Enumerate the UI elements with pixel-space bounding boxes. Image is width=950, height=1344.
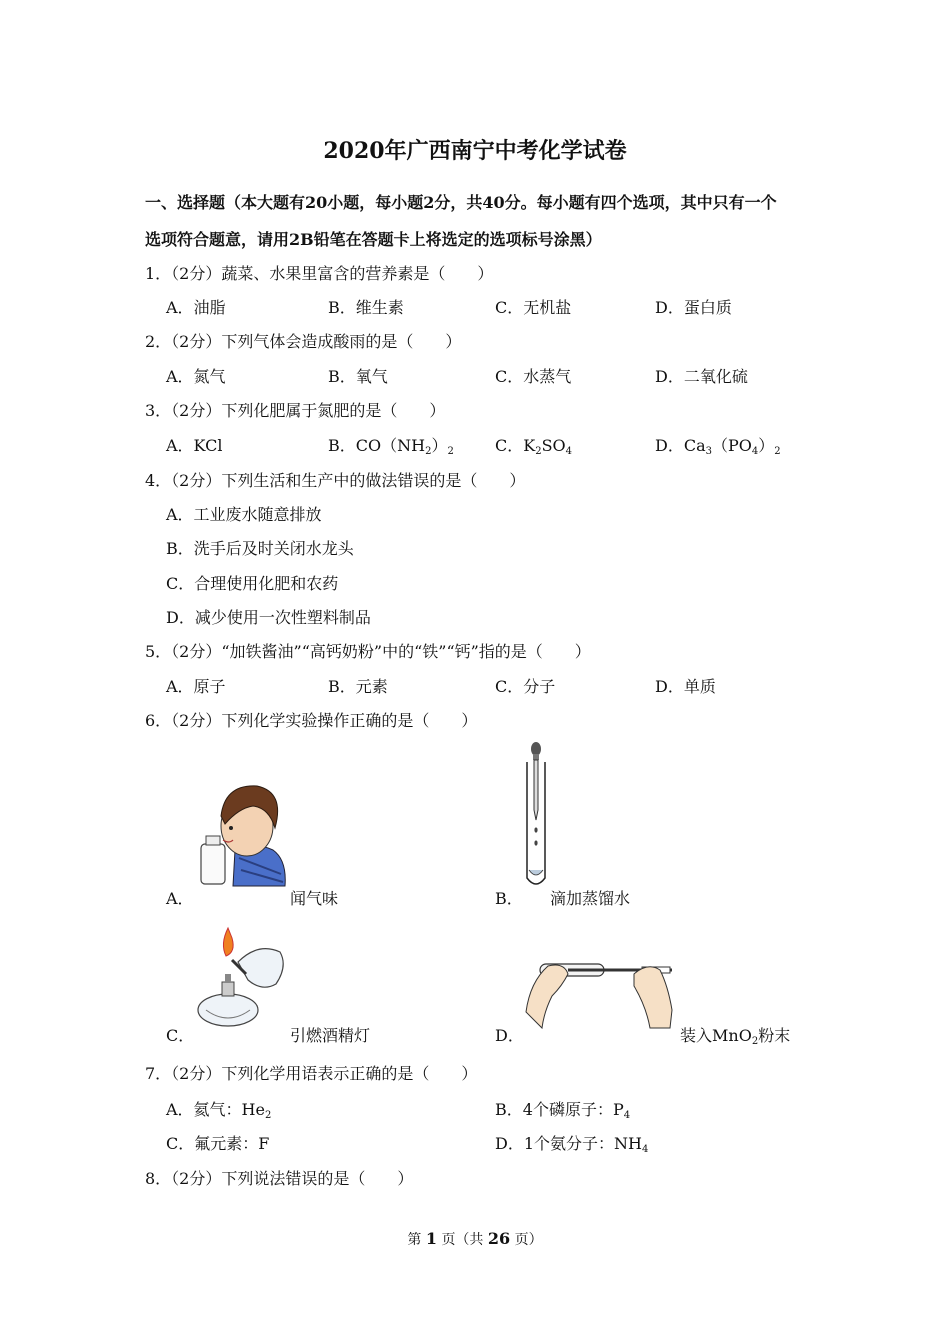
- q5-option-a: A．原子: [166, 677, 226, 696]
- q7-option-b: B．4个磷原子：$P_4$: [495, 1100, 631, 1121]
- q2-option-c: C．水蒸气: [495, 367, 572, 386]
- load-powder-illustration: [522, 952, 680, 1032]
- q4-option-c: C．合理使用化肥和农药: [166, 574, 339, 593]
- q5-option-c: C．分子: [495, 677, 556, 696]
- page-footer: 第 1 页（共 26 页）: [407, 1229, 543, 1248]
- q7-option-c: C．氟元素：F: [166, 1134, 270, 1153]
- q4-option-a: A．工业废水随意排放: [166, 505, 322, 524]
- alcohol-lamp-ignite-illustration: [192, 922, 290, 1030]
- q3-option-d: D．$Ca_3(PO_4)_2$: [655, 436, 781, 457]
- question-1-stem: 1．（2分）蔬菜、水果里富含的营养素是（ ）: [145, 264, 494, 283]
- q7-option-a: A．氦气：$He_2$: [166, 1100, 272, 1121]
- q4-option-b: B．洗手后及时关闭水龙头: [166, 539, 354, 558]
- q3-option-b: B．$CO(NH_2)_2$: [328, 436, 454, 457]
- question-4-stem: 4．（2分）下列生活和生产中的做法错误的是（ ）: [145, 471, 526, 490]
- question-7-stem: 7．（2分）下列化学用语表示正确的是（ ）: [145, 1064, 478, 1083]
- q2-option-a: A．氮气: [166, 367, 226, 386]
- page-title: 2020年广西南宁中考化学试卷: [323, 138, 627, 164]
- q1-option-c: C．无机盐: [495, 298, 572, 317]
- q1-option-d: D．蛋白质: [655, 298, 732, 317]
- q3-option-c: C．$K_2SO_4$: [495, 436, 573, 457]
- question-8-stem: 8．（2分）下列说法错误的是（ ）: [145, 1169, 414, 1188]
- q6-option-a-caption: 闻气味: [290, 889, 339, 908]
- q5-option-b: B．元素: [328, 677, 388, 696]
- question-6-stem: 6．（2分）下列化学实验操作正确的是（ ）: [145, 711, 478, 730]
- q1-option-b: B．维生素: [328, 298, 404, 317]
- q6-option-a: A．: [166, 889, 194, 908]
- q6-option-b-caption: 滴加蒸馏水: [550, 889, 631, 908]
- q6-option-d-caption: 装入MnO$_2$粉末: [680, 1026, 791, 1047]
- q7-option-d: D．1个氨分子：$NH_4$: [495, 1134, 649, 1155]
- section-heading-line1: 一、选择题（本大题有20小题，每小题2分，共40分。每小题有四个选项，其中只有一个: [145, 193, 777, 212]
- q3-option-a: A．KCl: [166, 436, 223, 455]
- section-heading-line2: 选项符合题意，请用2B铅笔在答题卡上将选定的选项标号涂黑）: [145, 230, 602, 249]
- smell-odor-illustration: [195, 778, 287, 888]
- q2-option-d: D．二氧化硫: [655, 367, 748, 386]
- question-2-stem: 2．（2分）下列气体会造成酸雨的是（ ）: [145, 332, 462, 351]
- q4-option-d: D．减少使用一次性塑料制品: [166, 608, 371, 627]
- dropper-test-tube-illustration: [518, 740, 554, 890]
- q6-option-c-caption: 引燃酒精灯: [290, 1026, 371, 1045]
- q6-option-c: C．: [166, 1026, 195, 1045]
- q2-option-b: B．氧气: [328, 367, 388, 386]
- question-3-stem: 3．（2分）下列化肥属于氮肥的是（ ）: [145, 401, 446, 420]
- question-5-stem: 5．（2分）“加铁酱油”“高钙奶粉”中的“铁”“钙”指的是（ ）: [145, 642, 591, 661]
- q6-option-d: D．: [495, 1026, 524, 1045]
- q6-option-b: B．: [495, 889, 523, 908]
- q5-option-d: D．单质: [655, 677, 716, 696]
- q1-option-a: A．油脂: [166, 298, 226, 317]
